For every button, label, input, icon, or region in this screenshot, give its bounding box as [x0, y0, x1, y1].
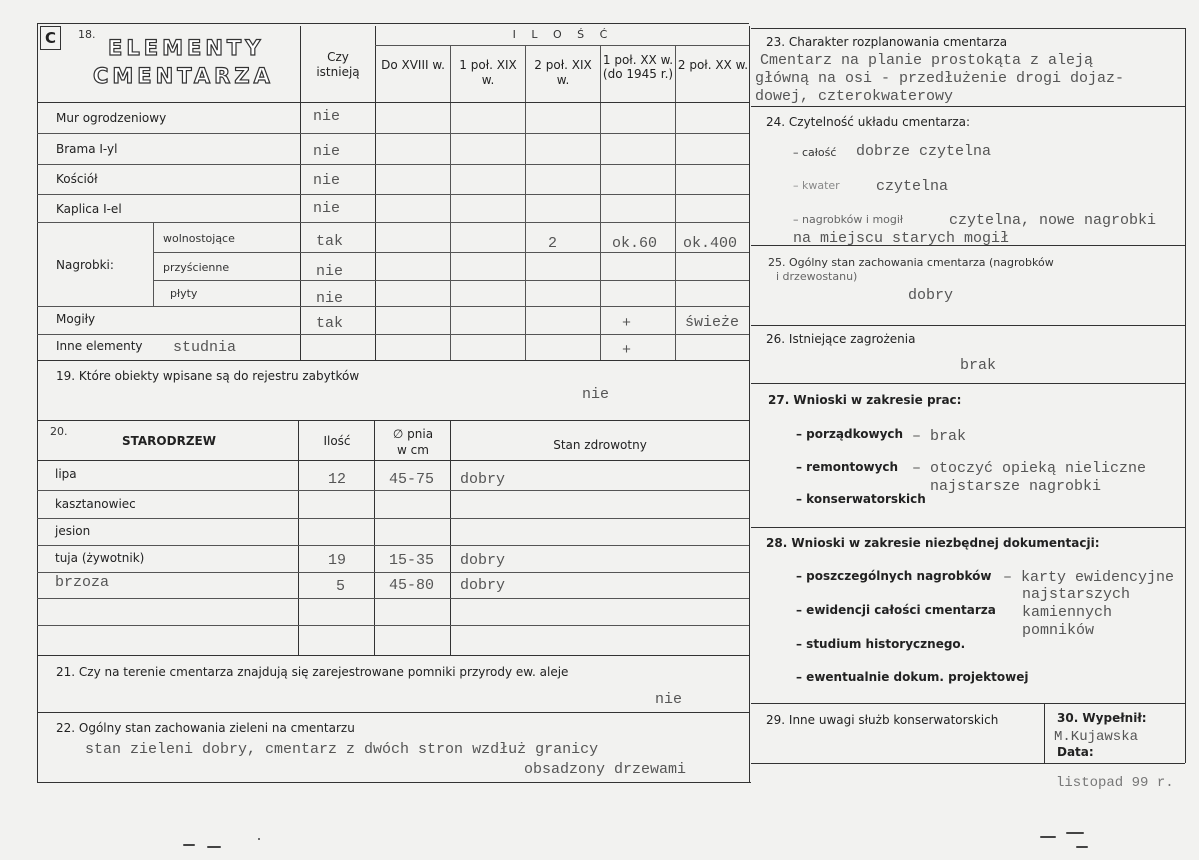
element-label: Brama I-yl	[56, 142, 118, 156]
s28-question: 28. Wnioski w zakresie niezbędnej dokumentacji:	[766, 536, 1100, 550]
s25-question-l1: 25. Ogólny stan zachowania cmentarza (nagrobków	[768, 256, 1054, 269]
s22-answer-line2: obsadzony drzewami	[524, 761, 687, 778]
nagrobki-sub-label: wolnostojące	[163, 232, 235, 245]
element-exists: nie	[313, 143, 341, 160]
s30-question: 30. Wypełnił:	[1057, 711, 1147, 725]
tree-count: 12	[328, 471, 347, 488]
nagrobki-sub-label: płyty	[170, 287, 198, 300]
s19-question: 19. Które obiekty wpisane są do rejestru zabytków	[56, 369, 360, 383]
s26-answer: brak	[960, 357, 997, 374]
period-header-4: 1 poł. XX w. (do 1945 r.)	[602, 53, 674, 81]
s26-question: 26. Istniejące zagrożenia	[766, 332, 916, 346]
s27-question: 27. Wnioski w zakresie prac:	[768, 393, 962, 407]
tree-diam: 15-35	[389, 552, 435, 569]
element-exists: nie	[313, 200, 341, 217]
s25-question-l2: i drzewostanu)	[776, 270, 858, 283]
s30-date-label: Data:	[1057, 745, 1094, 759]
nagrobki-count-p3: 2	[548, 235, 558, 252]
s20-health-header: Stan zdrowotny	[553, 438, 647, 452]
tree-health: dobry	[460, 552, 506, 569]
nagrobki-label: Nagrobki:	[56, 258, 114, 272]
s27-item-answer: – otoczyć opieką nieliczne	[912, 460, 1147, 477]
period-header-3: 2 poł. XIX w.	[534, 58, 592, 87]
element-p5: świeże	[685, 314, 740, 331]
element-label: Inne elementy	[56, 339, 143, 353]
tree-count: 19	[328, 552, 347, 569]
s24-item-label: – całość	[793, 146, 837, 159]
s20-count-header: Ilość	[323, 434, 351, 448]
s27-item-label: – konserwatorskich	[796, 492, 926, 506]
s28-item-label: – poszczególnych nagrobków	[796, 569, 992, 583]
s24-item-answer: dobrze czytelna	[856, 143, 992, 160]
s23-answer-line: dowej, czterokwaterowy	[755, 88, 954, 105]
tree-name: jesion	[55, 524, 91, 538]
s30-date: listopad 99 r.	[1056, 775, 1174, 791]
section-18-title-line2: CMENTARZA	[93, 64, 274, 88]
s24-item-label: – nagrobków i mogił	[793, 213, 904, 226]
s27-item-answer: – brak	[912, 428, 967, 445]
element-exists: tak	[316, 315, 344, 332]
s28-answer-line: pomników	[1022, 622, 1095, 639]
s22-question: 22. Ogólny stan zachowania zieleni na cmentarzu	[56, 721, 355, 735]
s20-diam-unit: w cm	[397, 443, 429, 457]
period-header-1: Do XVIII w.	[381, 58, 445, 72]
period-header-2: 1 poł. XIX w.	[459, 58, 517, 87]
s24-item-label: – kwater	[793, 179, 840, 192]
s29-question: 29. Inne uwagi służb konserwatorskich	[766, 713, 999, 727]
tree-name: kasztanowiec	[55, 497, 136, 511]
s23-answer-line: Cmentarz na planie prostokąta z aleją	[760, 52, 1094, 69]
s22-answer-line1: stan zieleni dobry, cmentarz z dwóch stron wzdłuż granicy	[85, 741, 599, 758]
s27-item-label: – porządkowych	[796, 427, 904, 441]
s28-item-label: – ewidencji całości cmentarza	[796, 603, 996, 617]
nagrobki-exists: nie	[316, 290, 344, 307]
section-18-title-line1: ELEMENTY	[108, 36, 265, 60]
tree-count: 5	[336, 578, 346, 595]
s20-number: 20.	[50, 425, 68, 438]
element-label: Mogiły	[56, 312, 96, 326]
tree-health: dobry	[460, 471, 506, 488]
nagrobki-sub-label: przyścienne	[163, 261, 230, 274]
tree-name: tuja (żywotnik)	[55, 551, 145, 565]
s24-item-answer: czytelna	[876, 178, 949, 195]
nagrobki-count-p4: ok.60	[612, 235, 658, 252]
section-18-number: 18.	[78, 28, 96, 41]
s21-question: 21. Czy na terenie cmentarza znajdują się zarejestrowane pomniki przyrody ew. aleje	[56, 665, 569, 679]
s28-answer-line: kamiennych	[1022, 604, 1113, 621]
s23-answer-line: główną na osi - przedłużenie drogi dojaz-	[755, 70, 1125, 87]
s28-item-label: – ewentualnie dokum. projektowej	[796, 670, 1029, 684]
tree-name: lipa	[55, 467, 77, 481]
s19-answer: nie	[582, 386, 610, 403]
tree-name: brzoza	[55, 574, 110, 591]
s23-question: 23. Charakter rozplanowania cmentarza	[766, 35, 1008, 49]
tree-diam: 45-80	[389, 577, 435, 594]
s24-question: 24. Czytelność układu cmentarza:	[766, 115, 971, 129]
s27-answer-cont: najstarsze nagrobki	[930, 478, 1102, 495]
col-ilosc-header: I L O Ś Ć	[512, 28, 614, 41]
s30-name: M.Kujawska	[1054, 729, 1139, 745]
s27-item-label: – remontowych	[796, 460, 899, 474]
s28-item-label: – studium historycznego.	[796, 637, 966, 651]
form-type-box: C	[40, 26, 61, 50]
s28-answer-line: – karty ewidencyjne	[1003, 569, 1175, 586]
element-label: Kościół	[56, 172, 98, 186]
period-header-5: 2 poł. XX w.	[677, 58, 749, 72]
element-p4: +	[622, 315, 632, 332]
s20-diam-header: ∅ pnia	[392, 427, 434, 441]
nagrobki-count-p5: ok.400	[683, 235, 738, 252]
element-label: Mur ogrodzeniowy	[56, 111, 167, 125]
s28-answer-line: najstarszych	[1022, 586, 1131, 603]
s24-item-answer: czytelna, nowe nagrobki	[949, 212, 1157, 229]
element-exists: studnia	[173, 339, 237, 356]
tree-health: dobry	[460, 577, 506, 594]
tree-diam: 45-75	[389, 471, 435, 488]
s25-answer: dobry	[908, 287, 954, 304]
element-exists: nie	[313, 108, 341, 125]
col-exists-header: Czy istnieją	[316, 50, 360, 79]
element-label: Kaplica I-el	[56, 202, 122, 216]
nagrobki-exists: nie	[316, 263, 344, 280]
s24-answer-cont: na miejscu starych mogił	[793, 230, 1010, 247]
element-p4: +	[622, 342, 632, 359]
nagrobki-exists: tak	[316, 233, 344, 250]
s20-title: STARODRZEW	[122, 434, 216, 448]
element-exists: nie	[313, 172, 341, 189]
s21-answer: nie	[655, 691, 683, 708]
